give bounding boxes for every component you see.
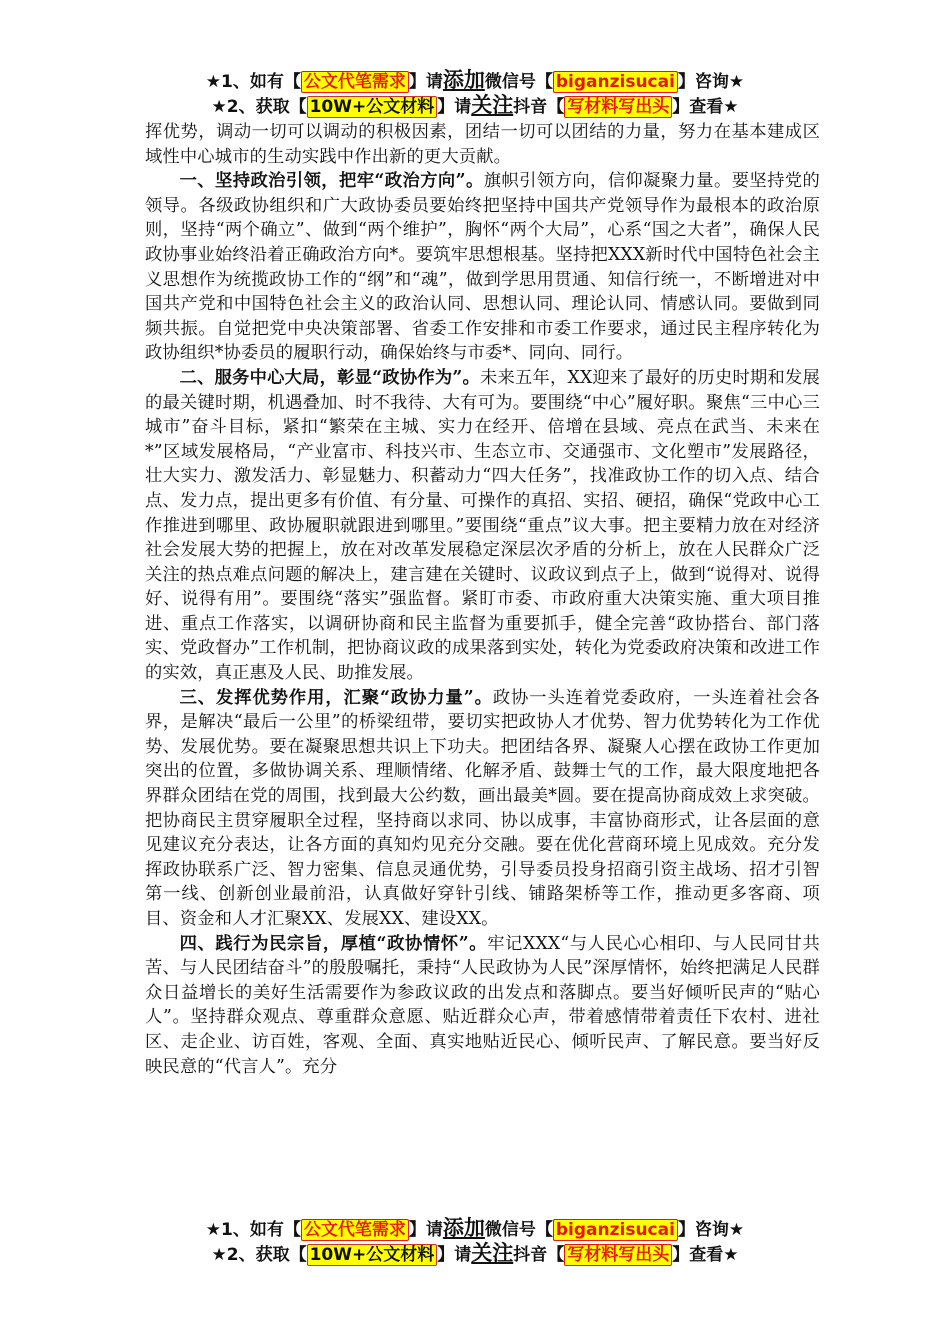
wechat-id[interactable]: biganzisucai xyxy=(553,71,678,93)
section-1-text: 旗帜引领方向，信仰凝聚力量。要坚持党的领导。各级政协组织和广大政协委员要始终把坚持中国共产党领导作为最根本的政治原则，坚持“两个确立”、做到“两个维护”，胸怀“两个大局”，心系“国之大者”，确保人民政协事业始终沿着正确政治方向*。要筑牢思想根基。坚持把XXX新时代中国特色社会主义思想作为统揽政协工作的“纲”和“魂”，做到学思用贯通、知信行统一，不断增进对中国共产党和中国特色社会主义的政治认同、思想认同、理论认同、情感认同。要做到同频共振。自觉把党中央决策部署、省委工作安排和市委工作要求，通过民主程序转化为政协组织*协委员的履职行动，确保始终与市委*、同向、同行。 xyxy=(145,171,820,364)
header-banner xyxy=(0,68,950,118)
footer-emphasis-follow: 关注 xyxy=(471,1241,514,1265)
section-4-text: 牢记XXX“与人民心心相印、与人民同甘共苦、与人民团结奋斗”的殷殷嘱托，秉持“人民政协为人民”深厚情怀，始终把满足人民群众日益增长的美好生活需要作为参政议政的出发点和落脚点。要当好倾听民声的“贴心人”。坚持群众观点、尊重群众意愿、贴近群众心声，带着感情带着责任下农村、进社区、走企业、访百姓，客观、全面、真实地贴近民心、倾听民声、了解民意。要当好反映民意的“代言人”。充分 xyxy=(145,933,820,1077)
document-body xyxy=(145,120,820,1200)
footer-highlight-materials: 10W+公文材料 xyxy=(307,1244,438,1266)
banner-line-1: ★1、如有【 公文代笔需求 】请添加微信号【 biganzisucai 】咨询★ xyxy=(205,68,745,92)
footer-wechat-id[interactable]: biganzisucai xyxy=(553,1219,678,1241)
section-2-heading: 二、服务中心大局，彰显“政协作为”。 xyxy=(179,367,480,388)
section-3-heading: 三、发挥优势作用，汇聚“政协力量”。 xyxy=(179,687,493,708)
highlight-ghostwriting: 公文代笔需求 xyxy=(301,71,409,93)
section-3 xyxy=(145,686,820,932)
section-3-text: 政协一头连着党委政府，一头连着社会各界，是解决“最后一公里”的桥梁纽带，要切实把政协人才优势、智力优势转化为工作优势、发展优势。要在凝聚思想共识上下功夫。把团结各界、凝聚人心摆在政协工作更加突出的位置，多做协调关系、理顺情绪、化解矛盾、鼓舞士气的工作，最大限度地把各界群众团结在党的周围，找到最大公约数，画出最美*圆。要在提高协商成效上求突破。把协商民主贯穿履职全过程，坚持商以求同、协以成事，丰富协商形式，让各层面的意见建议充分表达，让各方面的真知灼见充分交融。要在优化营商环境上见成效。充分发挥政协联系广泛、智力密集、信息灵通优势，引导委员投身招商引资主战场、招才引智第一线、创新创业最前沿，认真做好穿针引线、铺路架桥等工作，推动更多客商、项目、资金和人才汇聚XX、发展XX、建设XX。 xyxy=(145,687,820,929)
footer-line-1: ★1、如有【 公文代笔需求 】请添加微信号【 biganzisucai 】咨询★ xyxy=(205,1216,745,1240)
footer-highlight-ghostwriting: 公文代笔需求 xyxy=(301,1219,409,1241)
section-2-text: 未来五年，XX迎来了最好的历史时期和发展的最关键时期，机遇叠加、时不我待、大有可为。要围绕“中心”履好职。聚焦“三中心三城市”奋斗目标，紧扣“繁荣在主城、实力在经开、倍增在县域、亮点在武当、未来在*”区域发展格局，“产业富市、科技兴市、生态立市、交通强市、文化塑市”发展路径，壮大实力、激发活力、彰显魅力、积蓄动力“四大任务”，找准政协工作的切入点、结合点、发力点，提出更多有价值、有分量、可操作的真招、实招、硬招，确保“党政中心工作推进到哪里、政协履职就跟进到哪里。”要围绕“重点”议大事。把主要精力放在对经济社会发展大势的把握上，放在对改革发展稳定深层次矛盾的分析上，放在人民群众广泛关注的热点难点问题的解决上，建言建在关键时、议政议到点子上，做到“说得对、说得好、说得有用”。要围绕“落实”强监督。紧盯市委、市政府重大决策实施、重大项目推进、重点工作落实，以调研协商和民主监督为重要抓手，健全完善“政协搭台、部门落实、党政督办”工作机制，把协商议政的成果落到实处，转化为党委政府决策和改进工作的实效，真正惠及人民、助推发展。 xyxy=(145,367,820,684)
footer-emphasis-add: 添加 xyxy=(442,1216,485,1240)
section-1-heading: 一、坚持政治引领，把牢“政治方向”。 xyxy=(179,171,484,192)
emphasis-follow: 关注 xyxy=(471,93,514,117)
emphasis-add: 添加 xyxy=(442,68,485,92)
banner-line-2: ★2、获取【 10W+公文材料 】请关注抖音【 写材料写出头 】查看★ xyxy=(211,93,739,117)
section-4 xyxy=(145,932,820,1080)
footer-douyin-account[interactable]: 写材料写出头 xyxy=(564,1244,672,1266)
intro-paragraph: 挥优势，调动一切可以调动的积极因素，团结一切可以团结的力量，努力在基本建成区域性中心城市的生动实践中作出新的更大贡献。 xyxy=(145,122,820,167)
footer-line-2: ★2、获取【 10W+公文材料 】请关注抖音【 写材料写出头 】查看★ xyxy=(211,1241,739,1265)
section-4-heading: 四、践行为民宗旨，厚植“政协情怀”。 xyxy=(179,933,488,954)
section-2 xyxy=(145,366,820,686)
douyin-account[interactable]: 写材料写出头 xyxy=(564,96,672,118)
highlight-materials: 10W+公文材料 xyxy=(307,96,438,118)
footer-banner xyxy=(0,1216,950,1266)
section-1 xyxy=(145,169,820,366)
